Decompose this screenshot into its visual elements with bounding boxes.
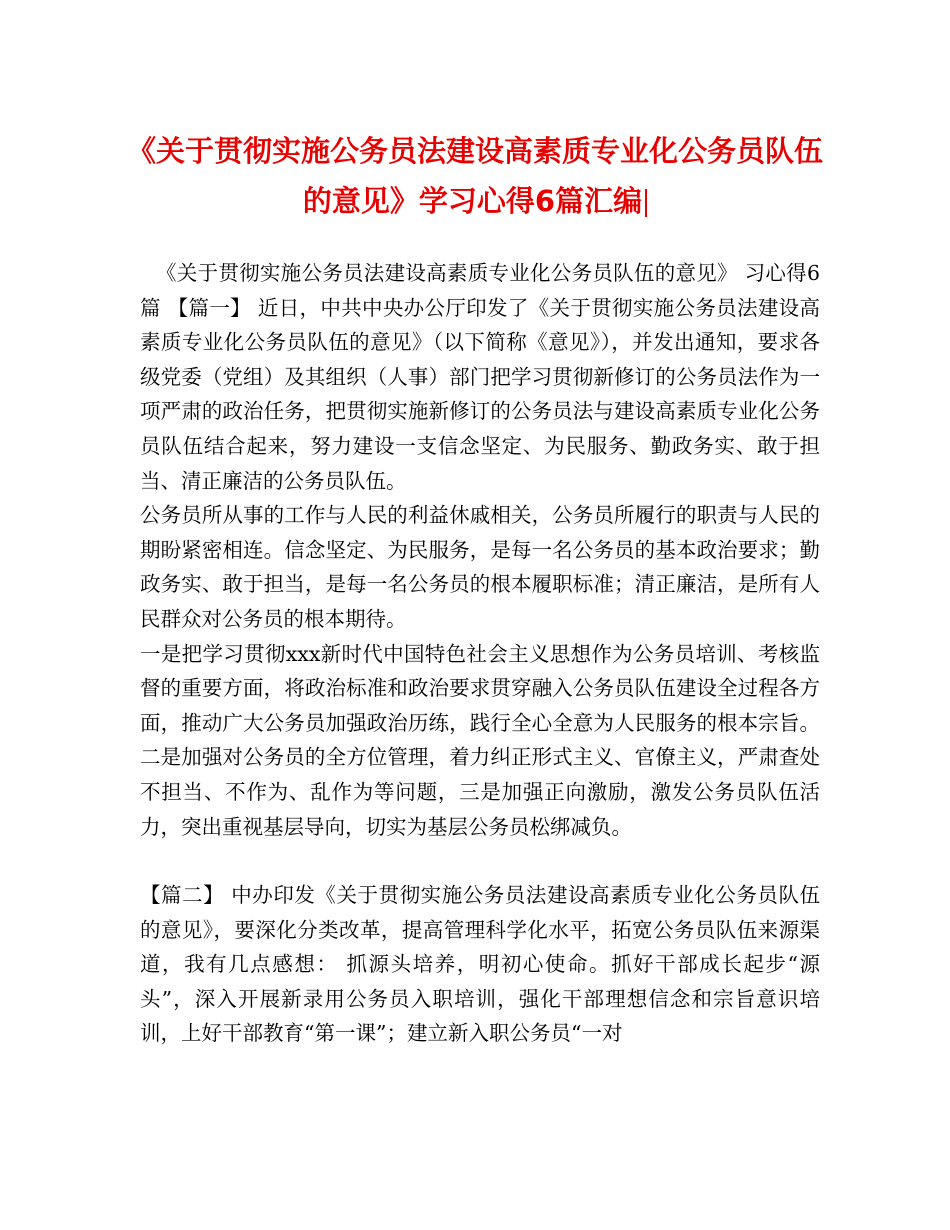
title-line-1: 《关于贯彻实施公务员法建设高素质专业化公务员队伍 <box>126 134 823 168</box>
title-line-2 <box>120 176 830 226</box>
document-title <box>120 126 830 226</box>
title-line-2-text: 的意见》学习心得6篇汇编 <box>302 184 643 218</box>
paragraph-1: 《关于贯彻实施公务员法建设高素质专业化公务员队伍的意见》 习心得6篇 【篇一】 近日，中共中央办公厅印发了《关于贯彻实施公务员法建设高素质专业化公务员队伍的意见》（以下简称《意见》），并发出通知，要求各级党委（党组）及其组织（人事）部门把学习贯彻新修订的公务员法作为一项严肃的政治任务，把贯彻实施新修订的公务员法与建设高素质专业化公务员队伍结合起来，努力建设一支信念坚定、为民服务、勤政务实、敢于担当、清正廉洁的公务员队伍。 <box>140 261 820 493</box>
paragraph-3: 一是把学习贯彻xxx新时代中国特色社会主义思想作为公务员培训、考核监督的重要方面，将政治标准和政治要求贯穿融入公务员队伍建设全过程各方面，推动广大公务员加强政治历练，践行全心全意为人民服务的根本宗旨。二是加强对公务员的全方位管理，着力纠正形式主义、官僚主义，严肃查处不担当、不作为、乱作为等问题，三是加强正向激励，激发公务员队伍活力，突出重视基层导向，切实为基层公务员松绑减负。 <box>140 641 820 839</box>
paragraph-4: 【篇二】 中办印发《关于贯彻实施公务员法建设高素质专业化公务员队伍的意见》，要深化分类改革，提高管理科学化水平，拓宽公务员队伍来源渠道，我有几点感想： 抓源头培养，明初心使命。抓好干部成长起步“源头”，深入开展新录用公务员入职培训，强化干部理想信念和宗旨意识培训，上好干部教育“第一课”；建立新入职公务员“一对 <box>140 883 820 1046</box>
document-body <box>140 256 820 1051</box>
paragraph-2: 公务员所从事的工作与人民的利益休戚相关，公务员所履行的职责与人民的期盼紧密相连。信念坚定、为民服务，是每一名公务员的基本政治要求；勤政务实、敢于担当，是每一名公务员的根本履职标准；清正廉洁，是所有人民群众对公务员的根本期待。 <box>140 503 820 631</box>
text-cursor <box>645 189 647 217</box>
